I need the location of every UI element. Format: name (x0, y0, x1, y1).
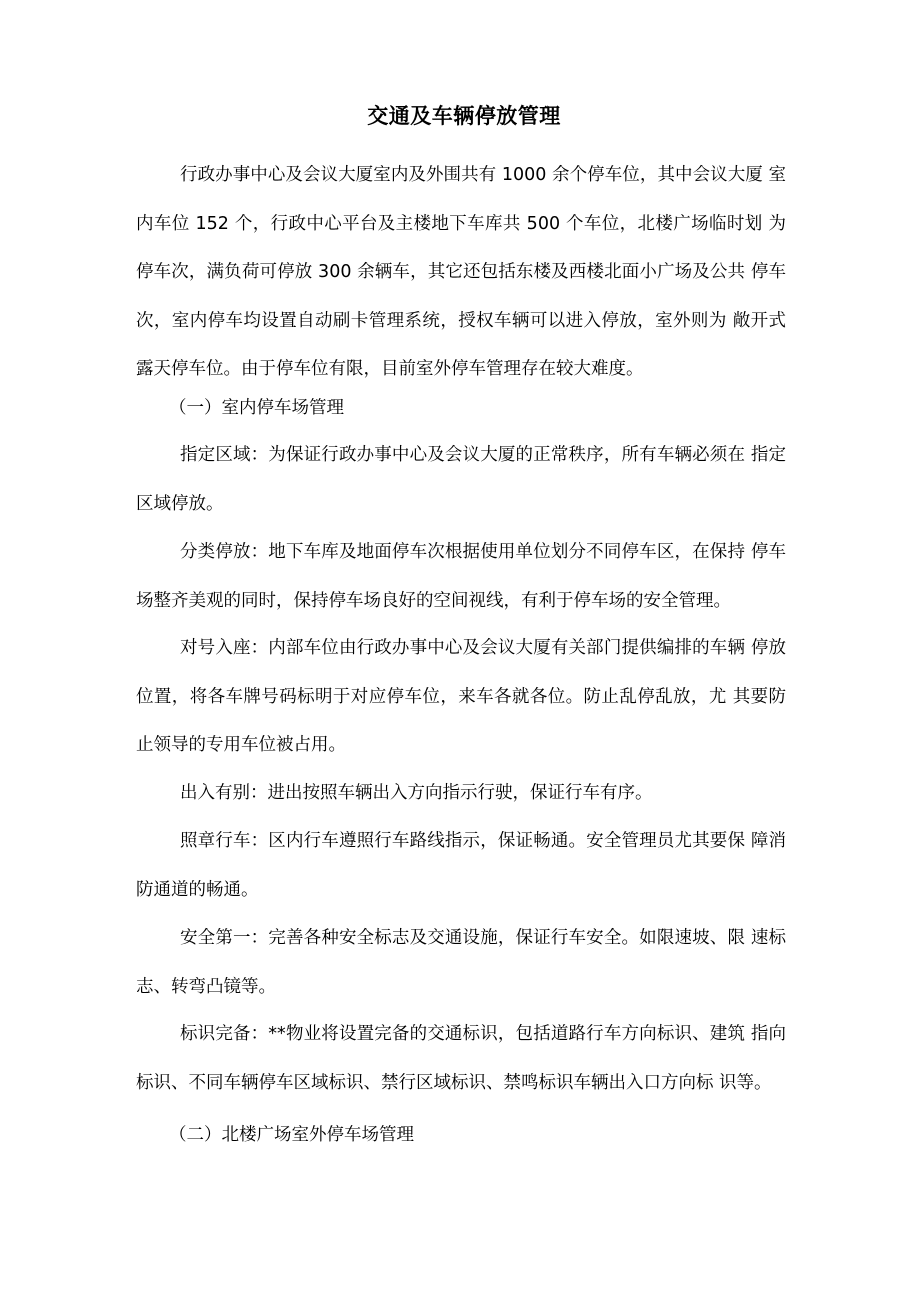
item-assigned-spaces: 对号入座：内部车位由行政办事中心及会议大厦有关部门提供编排的车辆 停放位置，将各车牌号码标明于对应停车位，来车各就各位。防止乱停乱放，尤 其要防止领导的专用车位被占用。 (136, 638, 786, 755)
section-heading-indoor: （一）室内停车场管理 (169, 398, 344, 418)
intro-paragraph: 行政办事中心及会议大厦室内及外围共有 1000 余个停车位，其中会议大厦 室内车位 152 个，行政中心平台及主楼地下车库共 500 个车位，北楼广场临时划 为停车次，满负荷可停放 300 余辆车，其它还包括东楼及西楼北面小广场及公共 停车次，室内停车均设置自动刷卡管理系统，授权车辆可以进入停放，室外则为 敞开式露天停车位。由于停车位有限，目前室外停车管理存在较大难度。 (136, 165, 786, 379)
item-entry-exit: 出入有别：进出按照车辆出入方向指示行驶，保证行车有序。 (180, 783, 653, 803)
item-driving-rules: 照章行车：区内行车遵照行车路线指示，保证畅通。安全管理员尤其要保 障消防通道的畅通。 (136, 831, 786, 900)
section-heading-outdoor: （二）北楼广场室外停车场管理 (169, 1125, 414, 1145)
item-classified-parking: 分类停放：地下车库及地面停车次根据使用单位划分不同停车区，在保持 停车场整齐美观的同时，保持停车场良好的空间视线，有利于停车场的安全管理。 (136, 542, 786, 611)
item-safety-first: 安全第一：完善各种安全标志及交通设施，保证行车安全。如限速坡、限 速标志、转弯凸镜等。 (136, 928, 786, 997)
item-complete-signage: 标识完备：**物业将设置完备的交通标识，包括道路行车方向标识、建筑 指向标识、不同车辆停车区域标识、禁行区域标识、禁鸣标识车辆出入口方向标 识等。 (136, 1024, 786, 1093)
document-title: 交通及车辆停放管理 (367, 104, 561, 128)
item-designated-area: 指定区域：为保证行政办事中心及会议大厦的正常秩序，所有车辆必须在 指定区域停放。 (136, 445, 786, 514)
